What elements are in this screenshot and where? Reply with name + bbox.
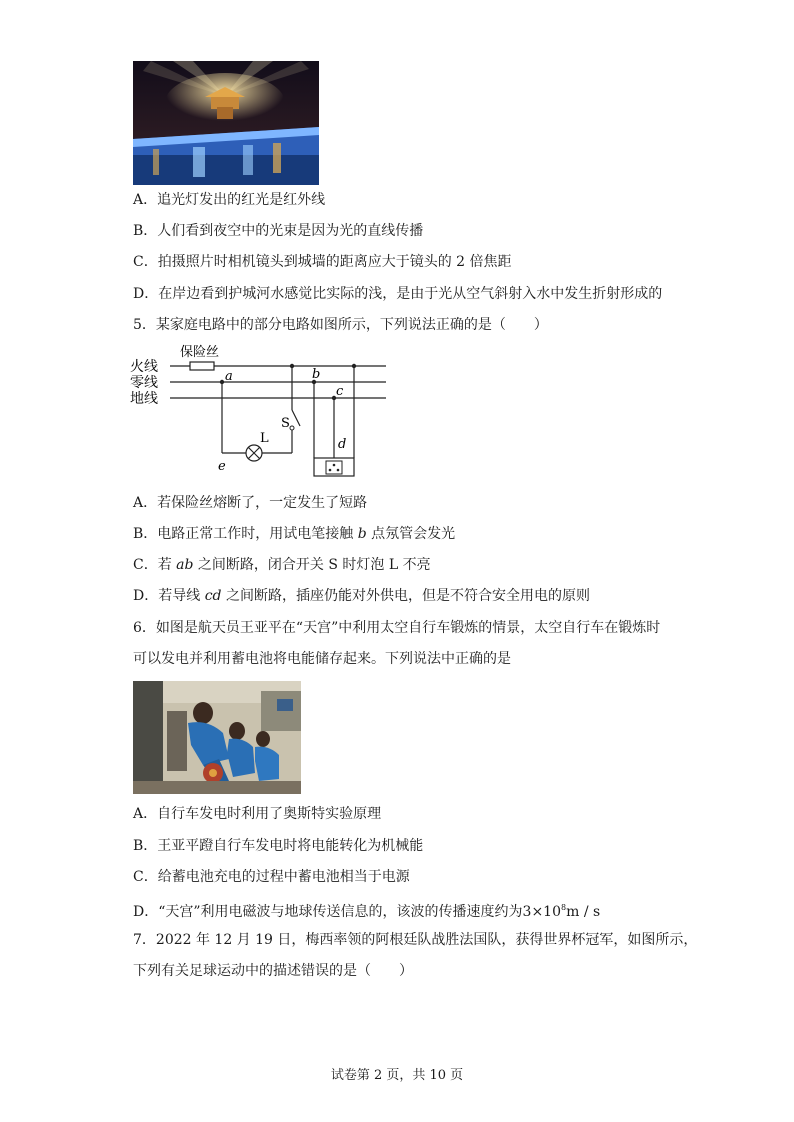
q6-option-b: B．王亚平蹬自行车发电时将电能转化为机械能 <box>133 838 424 854</box>
q6-stem-line1: 6．如图是航天员王亚平在“天宫”中利用太空自行车锻炼的情景，太空自行车在锻炼时 <box>133 620 661 636</box>
q7-stem-line1: 7．2022 年 12 月 19 日，梅西率领的阿根廷队战胜法国队，获得世界杯冠军，如图所示， <box>133 932 698 948</box>
q4-option-b: B．人们看到夜空中的光束是因为光的直线传播 <box>133 223 424 239</box>
astronaut-bike-image <box>133 681 301 794</box>
switch-symbol <box>292 410 300 426</box>
astronaut-bike-photo <box>133 681 301 794</box>
label-lamp-l: L <box>260 431 269 446</box>
q6-option-a: A．自行车发电时利用了奥斯特实验原理 <box>133 806 382 822</box>
label-fuse: 保险丝 <box>180 345 220 360</box>
q5-option-b: B．电路正常工作时，用试电笔接触 b 点氖管会发光 <box>133 526 456 542</box>
label-switch-s: S <box>281 416 290 431</box>
q4-option-d: D．在岸边看到护城河水感觉比实际的浅，是由于光从空气斜射入水中发生折射形成的 <box>133 286 663 302</box>
page-footer: 试卷第 2 页，共 10 页 <box>330 1068 464 1083</box>
q5-option-a: A．若保险丝熔断了，一定发生了短路 <box>133 495 368 511</box>
label-point-a: a <box>225 369 233 384</box>
q4-option-c: C．拍摄照片时相机镜头到城墙的距离应大于镜头的 2 倍焦距 <box>133 254 512 270</box>
label-live-wire: 火线 <box>130 359 158 375</box>
label-point-b: b <box>312 367 321 382</box>
q6-option-d: D．“天宫”利用电磁波与地球传送信息的，该波的传播速度约为$3\times 10^8m / s$ <box>133 903 601 920</box>
fuse-symbol <box>190 362 214 370</box>
city-wall-night-image <box>133 61 319 185</box>
label-ground-wire: 地线 <box>130 391 158 407</box>
label-neutral-wire: 零线 <box>130 375 158 391</box>
q7-stem-line2: 下列有关足球运动中的描述错误的是（ ） <box>133 963 413 979</box>
label-point-c: c <box>336 384 344 399</box>
q5-option-d: D．若导线 cd 之间断路，插座仍能对外供电，但是不符合安全用电的原则 <box>133 588 590 604</box>
q6-stem-line2: 可以发电并利用蓄电池将电能储存起来。下列说法中正确的是 <box>133 651 511 667</box>
q6-option-c: C．给蓄电池充电的过程中蓄电池相当于电源 <box>133 869 410 885</box>
label-point-d: d <box>338 437 347 452</box>
household-circuit-diagram <box>128 340 400 490</box>
wave-speed-value: $3\times 10^8m / s$ <box>522 903 601 920</box>
label-point-e: e <box>218 459 226 474</box>
q5-option-c: C．若 ab 之间断路，闭合开关 S 时灯泡 L 不亮 <box>133 557 431 573</box>
q4-option-a: A．追光灯发出的红光是红外线 <box>133 192 326 208</box>
q5-stem: 5．某家庭电路中的部分电路如图所示，下列说法正确的是（ ） <box>133 317 548 333</box>
city-wall-night-photo <box>133 61 319 185</box>
